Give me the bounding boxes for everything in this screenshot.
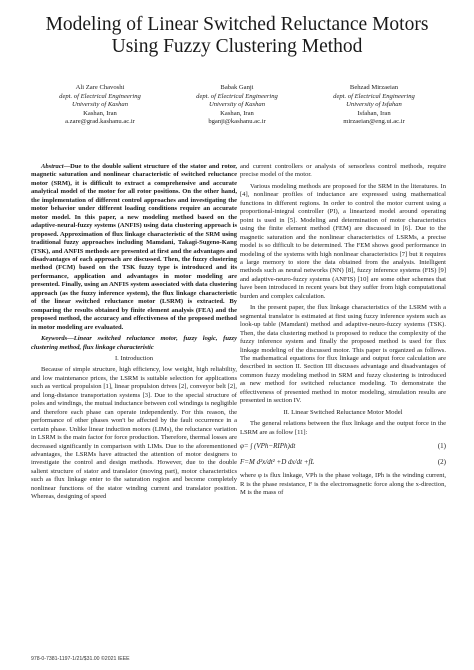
author-1 [30, 84, 170, 127]
keywords: Keywords—Linear switched reluctance motor, fuzzy logic, fuzzy clustering method, flux linkage characteristic [31, 335, 237, 351]
paragraph-relations: The general relations between the flux linkage and the output force in the LSRM are as follow [11]: [240, 420, 446, 436]
author-university: University of Isfahan [346, 101, 402, 109]
author-city: Kashan, Iran [83, 109, 117, 117]
author-dept: dept. of Electrical Engineering [59, 92, 141, 100]
author-dept: dept. of Electrical Engineering [196, 92, 278, 100]
copyright-footer: 978-0-7381-1197-1/21/$31.00 ©2021 IEEE [31, 656, 130, 662]
abstract-text: —Due to the double salient structure of the stator and rotor, magnetic saturation and nonlinear characteristic of switched reluctance motor (SRM), it is difficult to extract a comprehensive and accurate analytical model of the motor for all rotor positions. On the other hand, the implementation of different control approaches and investigating the motor behavior under different loading conditions require an accurate motor model. In this paper, a new modeling method based on the adaptive-neural-fuzzy systems (ANFIS) using data clustering approach is proposed. Approximation of flux linkage characteristic of the SRM using traditional fuzzy approaches including Mamdani, Takagi-Sugeno-Kang (TSK), and ANFIS methods are presented at first and the advantages and disadvantages of each approach are discussed. Then, the fuzzy clustering method (FCM) based on the TSK fuzzy type is introduced and its performance, application and advantages in motor modeling are presented. Finally, using an ANFIS system associated with data clustering approach (as the fuzzy inference system), the flux linkage characteristic of the linear switched reluctance motor (LSRM) is extracted. By comparing the results obtained by finite element analysis (FEA) and the proposed method, the accuracy and effectiveness of the proposed method in motor modeling are evaluated. [31, 163, 237, 331]
author-name: Babak Ganji [220, 84, 254, 91]
abstract [31, 163, 237, 332]
author-university: University of Kashan [71, 101, 129, 109]
paper-title: Modeling of Linear Switched Reluctance Motors Using Fuzzy Clustering Method [45, 14, 429, 57]
right-column [240, 163, 446, 500]
left-column [31, 163, 237, 505]
author-university: University of Kashan [208, 101, 266, 109]
equation-1 [240, 440, 446, 454]
equation-2-number: (2) [437, 458, 446, 467]
paragraph-present-paper: In the present paper, the flux linkage characteristics of the LSRM with a segmental translator is estimated at first using fuzzy inference system such as look-up table (Mamdani) method and adaptive-neuro-fuzzy systems (TSK). Then, the data clustering method is proposed to reduce the complexity of the fuzzy inference system and finally the proposed method is used for flux linkage modeling of the discussed motor. This paper is organized as follows. The mathematical equations for flux linkage and output force calculation are described in section II. Section III discusses advantage and disadvantages of common fuzzy modeling method in SRM and fuzzy clustering is introduced as new method for switched reluctance modeling. To demonstrate the effectiveness of presented method in motor modeling, simulation results are presented in section IV. [240, 304, 446, 405]
paragraph-related-work: Various modeling methods are proposed for the SRM in the literatures. In [4], nonlinear profiles of inductance are expressed using mathematical functions in different regions. In order to control the motor current using a proportional-integral controller (PI), a linearized model around operating point is used in [5]. Modeling and determination of motor characteristics using the finite element method (FEM) are discussed in [6]. Due to the magnetic saturation and the nonlinear characteristics of LSRMs, a precise model is so difficult to be determined. The FEM shows good performance in modeling of the systems with high nonlinear characteristics [7] but it requires a large memory to store the data obtained from the analysis. Intelligent methods such as neural networks (NN) [8], fuzzy inference systems (FIS) [9] and adaptive-neuro-fuzzy systems (ANFIS) [10] are some other schemes that have been introduced in recent years but they suffer from high computational burden and complex calculation. [240, 182, 446, 300]
paragraph-where: where φ is flux linkage, VPh is the phase voltage, IPh is the winding current, R is the phase resistance, F is the electromagnetic force along the x-direction, M is the mass of [240, 472, 446, 496]
author-name: Ali Zare Chavoshi [75, 84, 125, 91]
equation-1-number: (1) [437, 442, 446, 451]
author-name: Behzad Mirzaeian [349, 84, 399, 91]
abstract-label: Abstract [41, 163, 64, 170]
author-email: a.zare@grad.kashanu.ac.ir [65, 118, 135, 126]
intro-paragraph: Because of simple structure, high efficiency, low weight, high reliability, and low maintenance prices, the LSRM is suitable selection for applications such as vertical propulsion [1], linear propulsion drives [2], conveyor belt [2], and long-distance transportation systems [3]. Due to the special structure of poles and windings, the mutual inductance between coil windings is negligible and therefore each phase can operate independently. For this reason, the performance of other phases won't be affected by the fault occurrence in a certain phase. Unlike linear induction motors (LIMs), the reluctance variation in LSRM is the main factor for force production. Therefore, thermal losses are decreased significantly in comparison with LIMs. Due to the aforementioned advantages, the LSRMs have attracted the attention of motor designers to investigate the control and design methods. However, due to the double salient structure of stator and translator (moving part), motor characteristics such as flux linkage enter to the saturation region and become completely nonlinear functions of the stator winding current and translator position. Whereas, designing of speed [31, 366, 238, 501]
author-email: mirzaeian@eng.ui.ac.ir [343, 118, 405, 126]
paragraph-continued: and current controllers or analysis of sensorless control methods, require precise model of the motor. [240, 163, 446, 179]
equation-2-expression: F=M d²x/dt² +D dx/dt +fL [240, 458, 315, 467]
section-2-heading: II. Linear Switched Reluctance Motor Model [283, 408, 403, 416]
author-2 [167, 84, 307, 127]
author-3 [304, 84, 444, 127]
equation-2 [240, 456, 446, 470]
author-email: bganji@kashanu.ac.ir [208, 118, 266, 126]
author-dept: dept. of Electrical Engineering [333, 92, 415, 100]
section-1-heading: I. Introduction [114, 354, 154, 362]
equation-1-expression: φ= ∫ (VPh−RIPh)dt [240, 442, 296, 451]
author-city: Isfahan, Iran [357, 109, 391, 117]
author-city: Kashan, Iran [220, 109, 254, 117]
